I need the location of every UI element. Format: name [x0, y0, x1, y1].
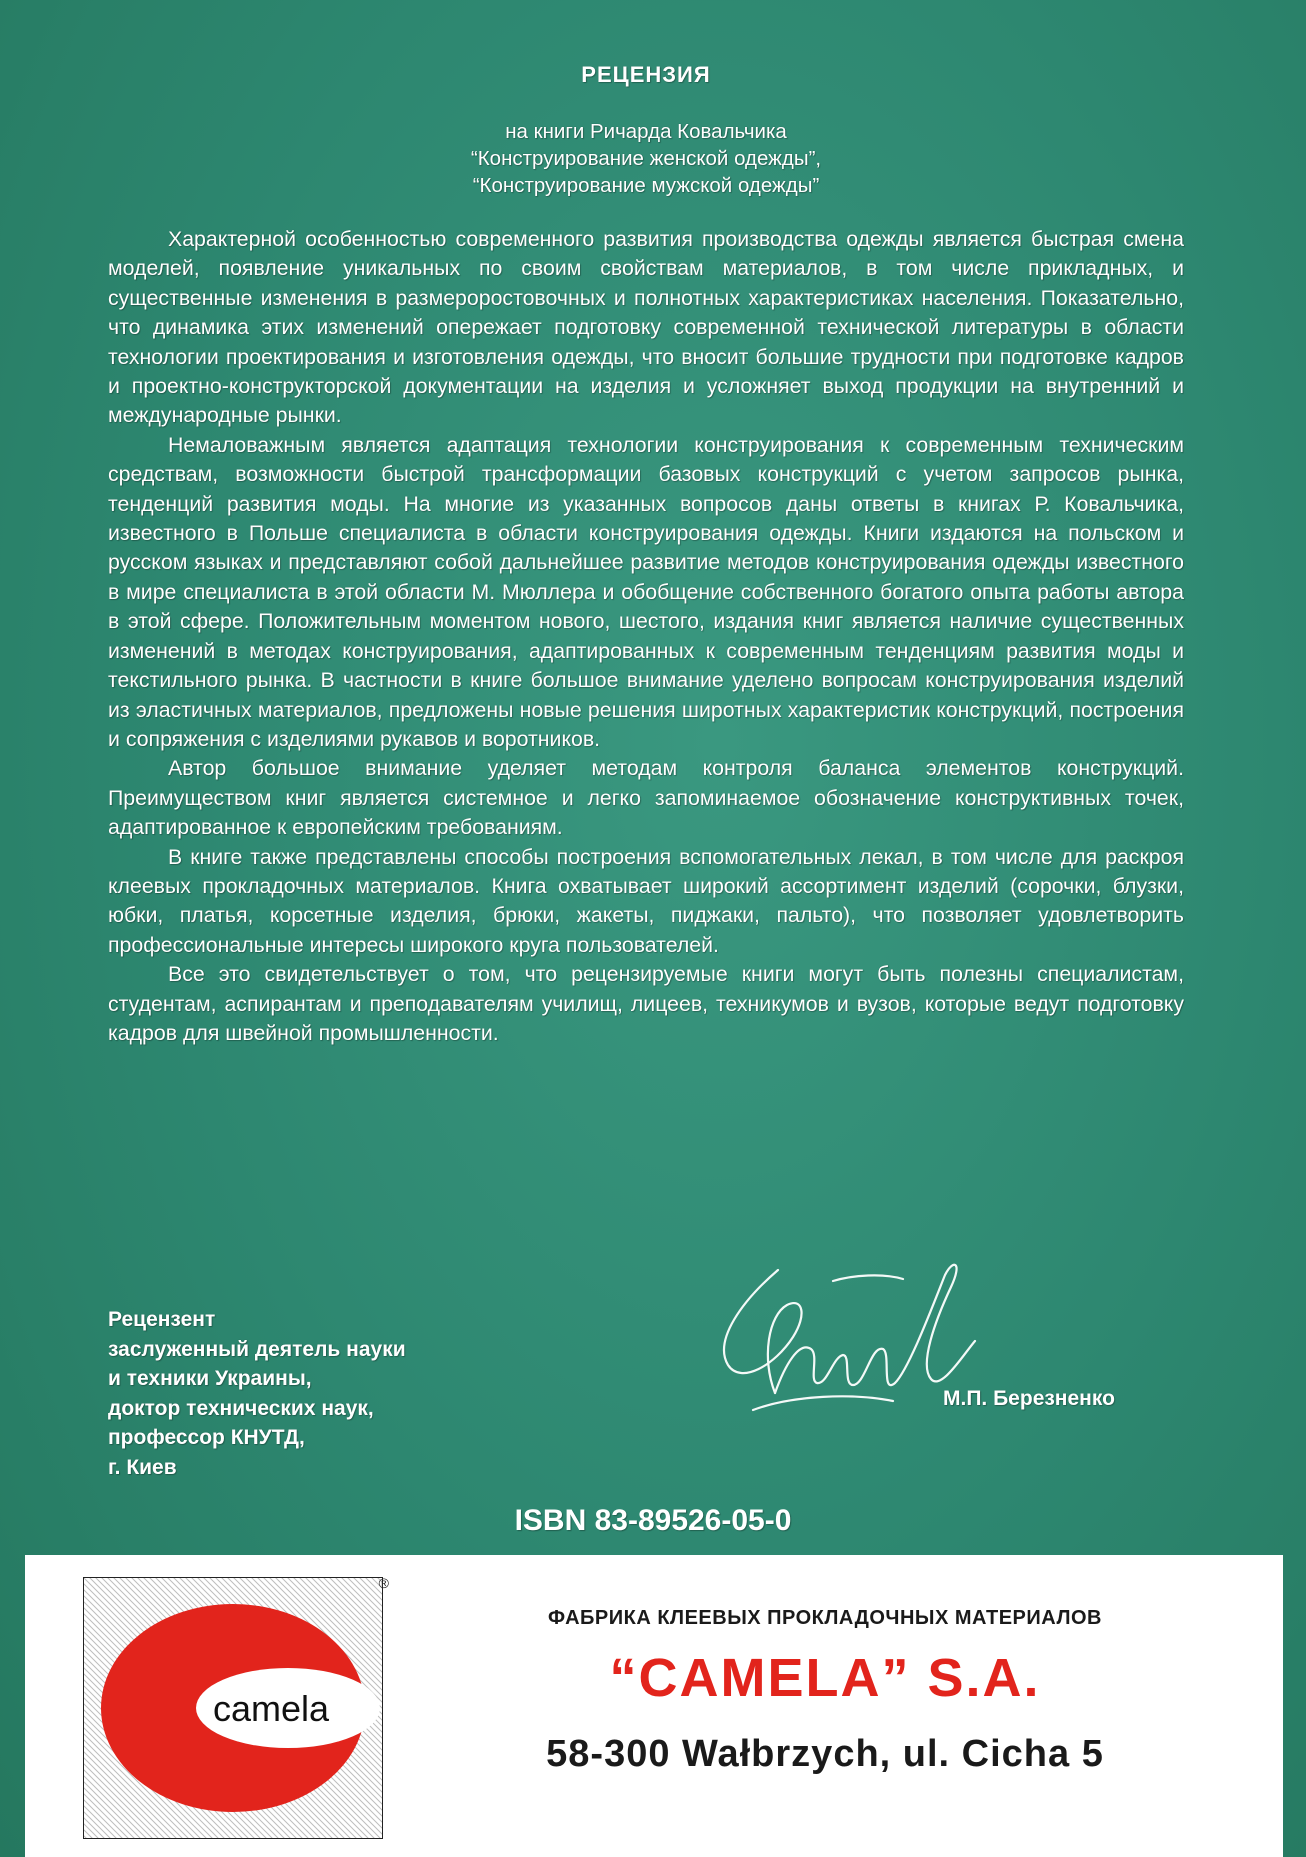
review-paragraph: Характерной особенностью современного развития производства одежды является быстрая смена моделей, появление уникальных по своим свойствам материалов, в том числе прикладных, и существенные изменения в размероростовочных и полнотных характеристиках населения. Показательно, что динамика этих изменений опережает подготовку современной технической литературы в области технологии проектирования и изготовления одежды, что вносит большие трудности при подготовке кадров и проектно-конструкторской документации на изделия и усложняет выход продукции на внутренний и международные рынки. — [108, 227, 1184, 428]
reviewer-role-line: г. Киев — [108, 1455, 177, 1479]
reviewer-block — [108, 1305, 1184, 1505]
reviewer-name: М.П. Березненко — [943, 1387, 1115, 1410]
review-paragraph: В книге также представлены способы построения вспомогательных лекал, в том числе для раскроя клеевых прокладочных материалов. Книга охватывает широкий ассортимент изделий (сорочки, блузки, юбки, платья, корсетные изделия, брюки, жакеты, пиджаки, пальто), что позволяет удовлетворить профессиональные интересы широкого круга пользователей. — [108, 844, 1184, 957]
reviewer-role-line: профессор КНУТД, — [108, 1426, 305, 1449]
camela-logo-image — [83, 1577, 383, 1839]
subtitle-line: “Конструирование мужской одежды” — [472, 174, 820, 197]
company-address: 58-300 Wałbrzych, ul. Cicha 5 — [546, 1733, 1104, 1775]
registered-mark: ® — [378, 1575, 389, 1591]
isbn-number: ISBN 83-89526-05-0 — [514, 1504, 792, 1537]
review-paragraph: Немаловажным является адаптация технологии конструирования к современным техническим средствам, возможности быстрой трансформации базовых конструкций с учетом запросов рынка, тенденций развития моды. На многие из указанных вопросов даны ответы в книгах Р. Ковальчика, известного в Польше специалиста в области конструирования одежды. Книги издаются на польском и русском языках и представляют собой дальнейшее развитие методов конструирования одежды известного в мире специалиста в этой области М. Мюллера и обобщение собственного богатого опыта работы автора в этой сфере. Положительным моментом нового, шестого, издания книг является наличие существенных изменений в методах конструирования, адаптированных к современным тенденциям развития моды и текстильного рынка. В частности в книге большое внимание уделено вопросам конструирования изделий из эластичных материалов, предложены новые решения широтных характеристик конструкций, построения и сопряжения с изделиями рукавов и воротников. — [108, 432, 1184, 751]
review-title: РЕЦЕНЗИЯ — [581, 62, 711, 87]
review-paragraph: Автор большое внимание уделяет методам контроля баланса элементов конструкций. Преимуществом книг является системное и легко запоминаемое обозначение конструктивных точек, адаптированное к европейским требованиям. — [108, 756, 1184, 840]
factory-line: ФАБРИКА КЛЕЕВЫХ ПРОКЛАДОЧНЫХ МАТЕРИАЛОВ — [548, 1607, 1102, 1629]
review-paragraph: Все это свидетельствует о том, что рецензируемые книги могут быть полезны специалистам, студентам, аспирантам и преподавателям училищ, лицеев, техникумов и вузов, которые ведут подготовку кадров для швейной промышленности. — [108, 962, 1184, 1045]
camela-logo — [83, 1575, 389, 1839]
review-section — [108, 62, 1184, 1048]
camela-logo-text: camela — [212, 1688, 330, 1729]
review-subtitle — [108, 118, 1184, 199]
subtitle-line: “Конструирование женской одежды”, — [470, 147, 822, 170]
reviewer-role-line: доктор технических наук, — [108, 1396, 374, 1420]
reviewer-role-line: заслуженный деятель науки — [108, 1337, 406, 1361]
company-name: “CAMELA” S.A. — [609, 1648, 1041, 1708]
reviewer-role-line: и техники Украины, — [108, 1367, 312, 1390]
advert-banner — [25, 1555, 1283, 1857]
reviewer-label: Рецензент — [108, 1308, 216, 1331]
subtitle-line: на книги Ричарда Ковальчика — [505, 120, 787, 143]
